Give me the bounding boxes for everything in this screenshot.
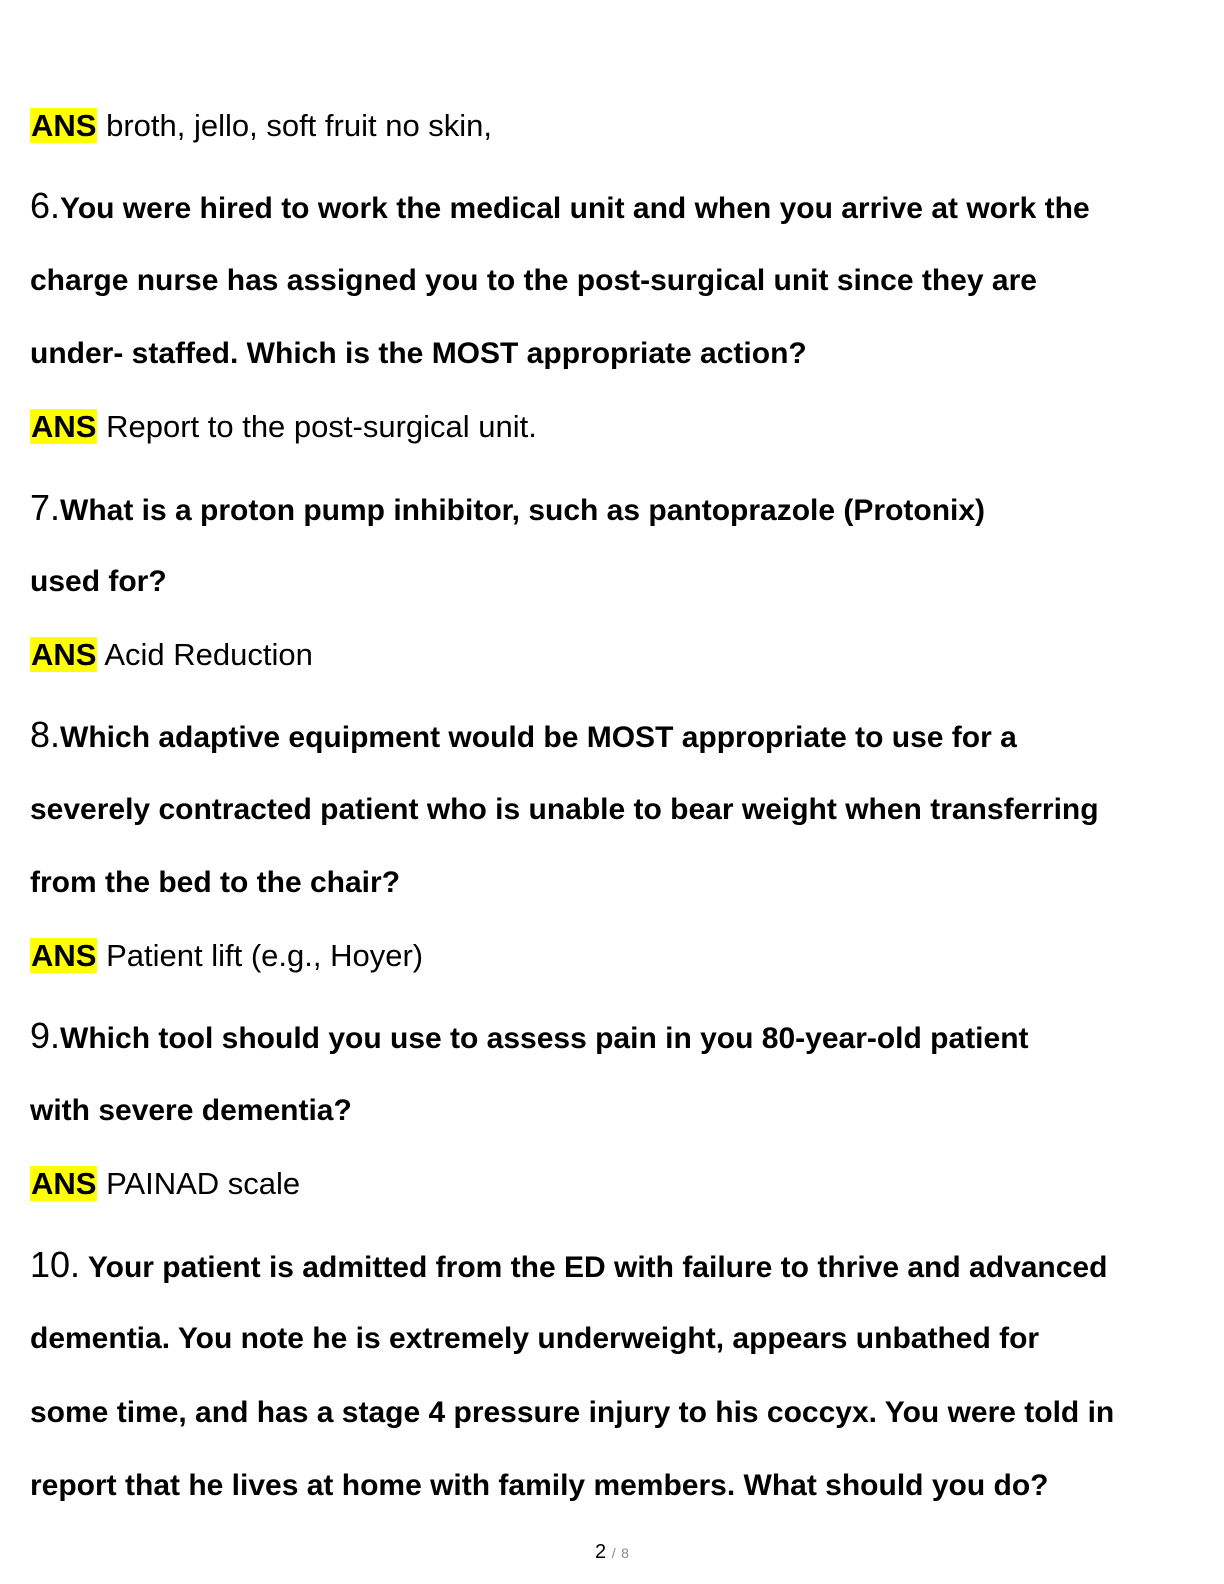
answer-5 (30, 110, 492, 141)
answer-tag: ANS (31, 409, 97, 444)
question-text: You were hired to work the medical unit and when you arrive at work the (60, 192, 1090, 225)
answer-tag: ANS (31, 938, 97, 973)
answer-8 (30, 940, 423, 971)
question-10-line-2 (30, 1324, 1039, 1354)
question-text: charge nurse has assigned you to the post-surgical unit since they are (30, 264, 1037, 297)
answer-text: broth, jello, soft fruit no skin, (106, 108, 493, 143)
answer-tag: ANS (31, 637, 97, 672)
question-text: severely contracted patient who is unable to bear weight when transferring (30, 793, 1099, 826)
page-indicator (0, 1541, 1224, 1564)
answer-9 (30, 1168, 300, 1199)
question-text: dementia. You note he is extremely underweight, appears unbathed for (30, 1322, 1040, 1355)
question-text: with severe dementia? (30, 1094, 352, 1127)
question-9-line-1 (30, 1015, 1029, 1056)
question-7-line-2 (30, 567, 167, 597)
question-text: used for? (30, 565, 167, 598)
question-8-line-2 (30, 795, 1099, 825)
question-number: 6. (30, 185, 61, 226)
question-text: Which tool should you use to assess pain in you 80-year-old patient (60, 1022, 1029, 1055)
question-9-line-2 (30, 1096, 352, 1126)
answer-tag: ANS (31, 1166, 97, 1201)
answer-text: Report to the post-surgical unit. (106, 409, 537, 444)
question-6-line-2 (30, 266, 1037, 296)
answer-7 (30, 639, 313, 670)
question-8-line-1 (30, 714, 1017, 755)
question-number: 9. (30, 1015, 61, 1056)
question-6-line-3 (30, 339, 807, 369)
question-text: Which adaptive equipment would be MOST appropriate to use for a (60, 721, 1017, 754)
answer-6 (30, 411, 537, 442)
question-text: some time, and has a stage 4 pressure injury to his coccyx. You were told in (30, 1396, 1115, 1429)
question-7-line-1 (30, 487, 986, 528)
question-text: report that he lives at home with family members. What should you do? (30, 1469, 1049, 1502)
question-6-line-1 (30, 185, 1090, 226)
total-pages: 8 (621, 1545, 629, 1561)
question-10-line-1 (30, 1244, 1108, 1285)
current-page: 2 (595, 1541, 607, 1563)
question-text: What is a proton pump inhibitor, such as pantoprazole (Protonix) (60, 494, 986, 527)
question-10-line-4 (30, 1471, 1048, 1501)
question-number: 7. (30, 487, 61, 528)
question-text: Your patient is admitted from the ED with failure to thrive and advanced (87, 1251, 1108, 1284)
question-text: under- staffed. Which is the MOST appropriate action? (30, 337, 807, 370)
answer-tag: ANS (31, 108, 97, 143)
question-number: 8. (30, 714, 61, 755)
page-separator: / (611, 1545, 616, 1561)
answer-text: Acid Reduction (104, 637, 313, 672)
answer-text: PAINAD scale (106, 1166, 301, 1201)
question-8-line-3 (30, 868, 400, 898)
question-text: from the bed to the chair? (30, 866, 401, 899)
question-10-line-3 (30, 1398, 1114, 1428)
question-number: 10. (30, 1244, 81, 1285)
answer-text: Patient lift (e.g., Hoyer) (106, 938, 424, 973)
